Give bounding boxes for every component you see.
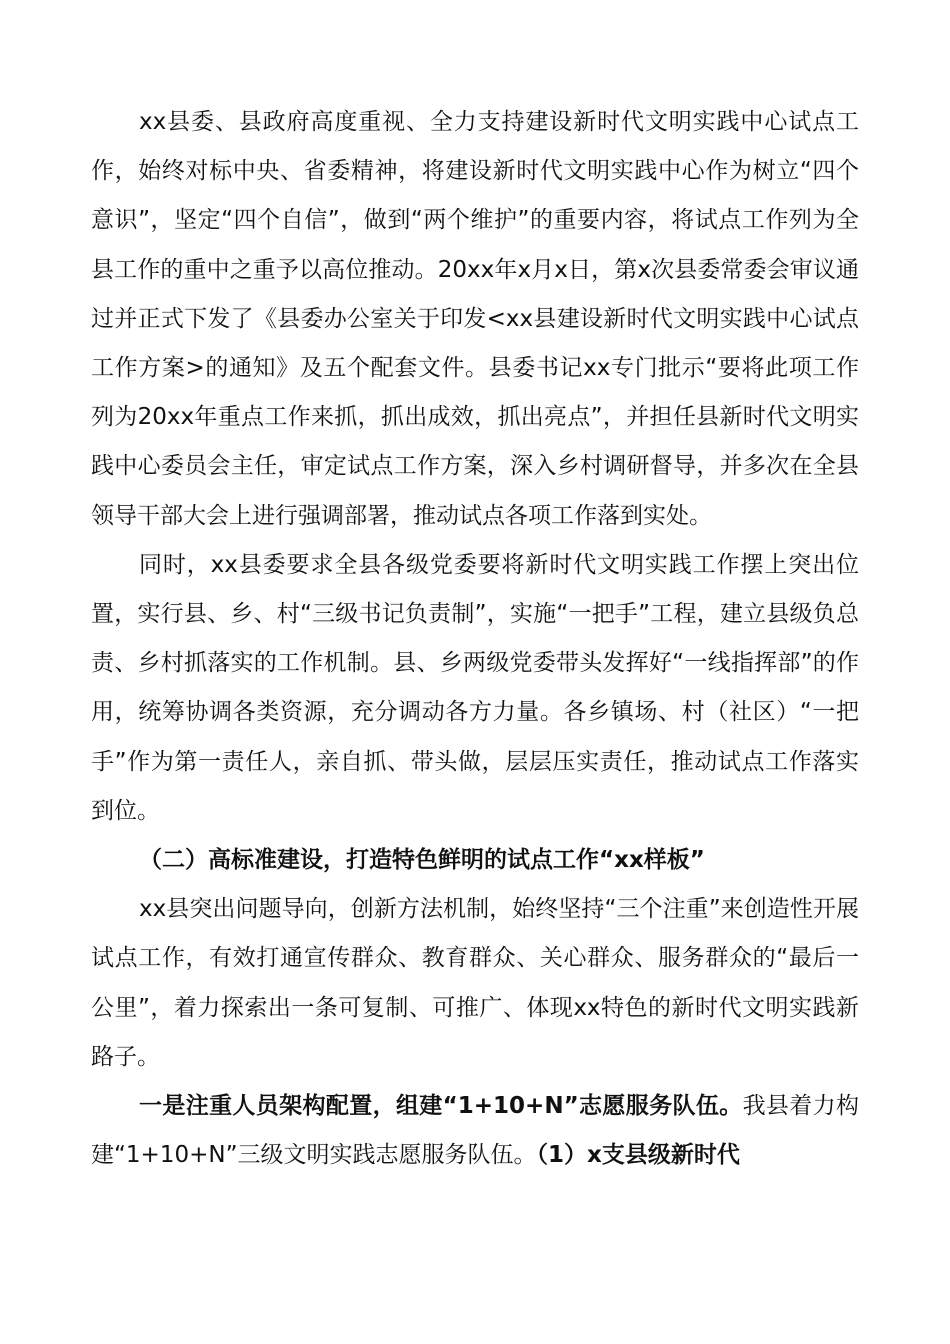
paragraph-volunteer-team (91, 1082, 859, 1180)
paragraph-bold-lead: 一是注重人员架构配置，组建“1+10+N”志愿服务队伍。 (139, 1093, 743, 1120)
document-body (91, 98, 859, 1180)
paragraph-leadership-support: xx县委、县政府高度重视、全力支持建设新时代文明实践中心试点工作，始终对标中央、省委精神，将建设新时代文明实践中心作为树立“四个意识”，坚定“四个自信”，做到“两个维护”的重要内容，将试点工作列为全县工作的重中之重予以高位推动。20xx年x月x日，第x次县委常委会审议通过并正式下发了《县委办公室关于印发<xx县建设新时代文明实践中心试点工作方案>的通知》及五个配套文件。县委书记xx专门批示“要将此项工作列为20xx年重点工作来抓，抓出成效，抓出亮点”，并担任县新时代文明实践中心委员会主任，审定试点工作方案，深入乡村调研督导，并多次在全县领导干部大会上进行强调部署，推动试点各项工作落到实处。 (91, 109, 859, 529)
paragraph-three-focus: xx县突出问题导向，创新方法机制，始终坚持“三个注重”来创造性开展试点工作，有效打通宣传群众、教育群众、关心群众、服务群众的“最后一公里”，着力探索出一条可复制、可推广、体现xx特色的新时代文明实践新路子。 (91, 896, 859, 1070)
section-heading: （二）高标准建设，打造特色鲜明的试点工作“xx样板” (139, 847, 705, 874)
paragraph-party-committee: 同时，xx县委要求全县各级党委要将新时代文明实践工作摆上突出位置，实行县、乡、村“三级书记负责制”，实施“一把手”工程，建立县级负总责、乡村抓落实的工作机制。县、乡两级党委带头发挥好“一线指挥部”的作用，统筹协调各类资源，充分调动各方力量。各乡镇场、村（社区）“一把手”作为第一责任人，亲自抓、带头做，层层压实责任，推动试点工作落实到位。 (91, 551, 859, 824)
paragraph-body-text: 我县着力构建“1+10+N”三级文明实践志愿服务队伍。 (91, 1093, 859, 1169)
paragraph-bold-tail: （1）x支县级新时代 (536, 1142, 740, 1169)
